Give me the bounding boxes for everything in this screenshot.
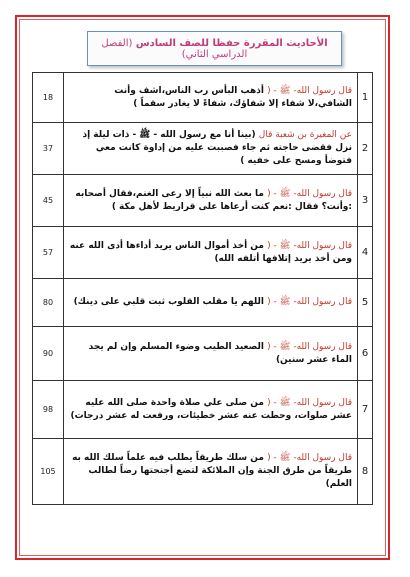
page-title: الأحاديث المقررة حفظا للصف السادس: [135, 38, 328, 49]
page-number: 45: [33, 175, 64, 227]
table-row: [33, 327, 373, 381]
hadith-text: [64, 279, 358, 327]
title-box: [87, 31, 342, 66]
hadith-text: [64, 123, 358, 175]
hadith-intro: قال رسول الله- ﷺ - (: [267, 453, 352, 463]
table-row: [33, 123, 373, 175]
hadith-text: [64, 175, 358, 227]
row-number: 2: [358, 123, 373, 175]
page-number: 105: [33, 439, 64, 505]
hadith-body: من أخذ أموال الناس يريد أداءها أدى الله عنه ومن أخذ يريد إتلافها أتلفه الله): [69, 240, 352, 264]
table-row: [33, 279, 373, 327]
page-number: 18: [33, 73, 64, 123]
hadith-body: الصعيد الطيب وضوء المسلم وإن لم يجد الماء عشر سنين): [88, 341, 352, 365]
hadith-intro: عن المغيرة بن شعبة قال: [258, 130, 352, 140]
row-number: 7: [358, 381, 373, 439]
table-row: [33, 175, 373, 227]
hadith-intro: قال رسول الله- ﷺ - (: [267, 188, 352, 199]
hadith-text: [64, 73, 358, 123]
hadith-text: [64, 327, 358, 381]
row-number: 1: [358, 73, 373, 123]
hadith-body: من صلى علي صلاة واحدة صلى الله عليه عشر صلوات، وحطت عنه عشر خطيئات، ورفعت له عشر درجات): [70, 397, 352, 421]
page-number: 98: [33, 381, 64, 439]
page-number: 80: [33, 279, 64, 327]
hadith-intro: قال رسول الله- ﷺ - (: [267, 240, 352, 251]
hadith-body: (بينا أنا مع رسول الله - ﷺ - ذات ليلة إذ نزل فقضى حاجته ثم جاء فصببت عليه من إداوة كانت معي فتوضأ ومسح على خفيه ): [82, 130, 352, 166]
hadith-body: من سلك طريقاً يطلب فيه علماً سلك الله به طريقاً من طرق الجنة وإن الملائكة لتضع أجنحتها رضاً لطالب العلم): [72, 453, 352, 489]
hadith-intro: قال رسول الله- ﷺ - (: [267, 85, 352, 96]
hadith-body: اللهم يا مقلب القلوب ثبت قلبي على دينك): [73, 297, 264, 307]
hadith-intro: قال رسول الله- ﷺ - (: [267, 297, 352, 307]
hadith-table: [32, 72, 373, 505]
row-number: 5: [358, 279, 373, 327]
table-row: [33, 439, 373, 505]
table-row: [33, 381, 373, 439]
row-number: 3: [358, 175, 373, 227]
table-row: [33, 73, 373, 123]
hadith-text: [64, 227, 358, 279]
hadith-intro: قال رسول الله- ﷺ - (: [267, 341, 352, 352]
row-number: 6: [358, 327, 373, 381]
hadith-text: [64, 439, 358, 505]
row-number: 8: [358, 439, 373, 505]
table-row: [33, 227, 373, 279]
hadith-text: [64, 381, 358, 439]
page-number: 37: [33, 123, 64, 175]
hadith-intro: قال رسول الله- ﷺ - (: [267, 397, 352, 408]
page-number: 90: [33, 327, 64, 381]
row-number: 4: [358, 227, 373, 279]
hadith-body: أذهب البأس رب الناس،اشف وأنت الشافي،لا شفاء إلا شفاؤك، شفاءً لا يغادر سقماً ): [114, 85, 352, 109]
page-number: 57: [33, 227, 64, 279]
hadith-body: ما بعث الله نبياً إلا رعى الغنم،فقال أصحابه :وأنت؟ فقال :نعم كنت أرعاها على قراريط لأهل مكة ): [75, 188, 352, 212]
page-subtitle: (الفصل الدراسي الثاني): [101, 38, 248, 60]
